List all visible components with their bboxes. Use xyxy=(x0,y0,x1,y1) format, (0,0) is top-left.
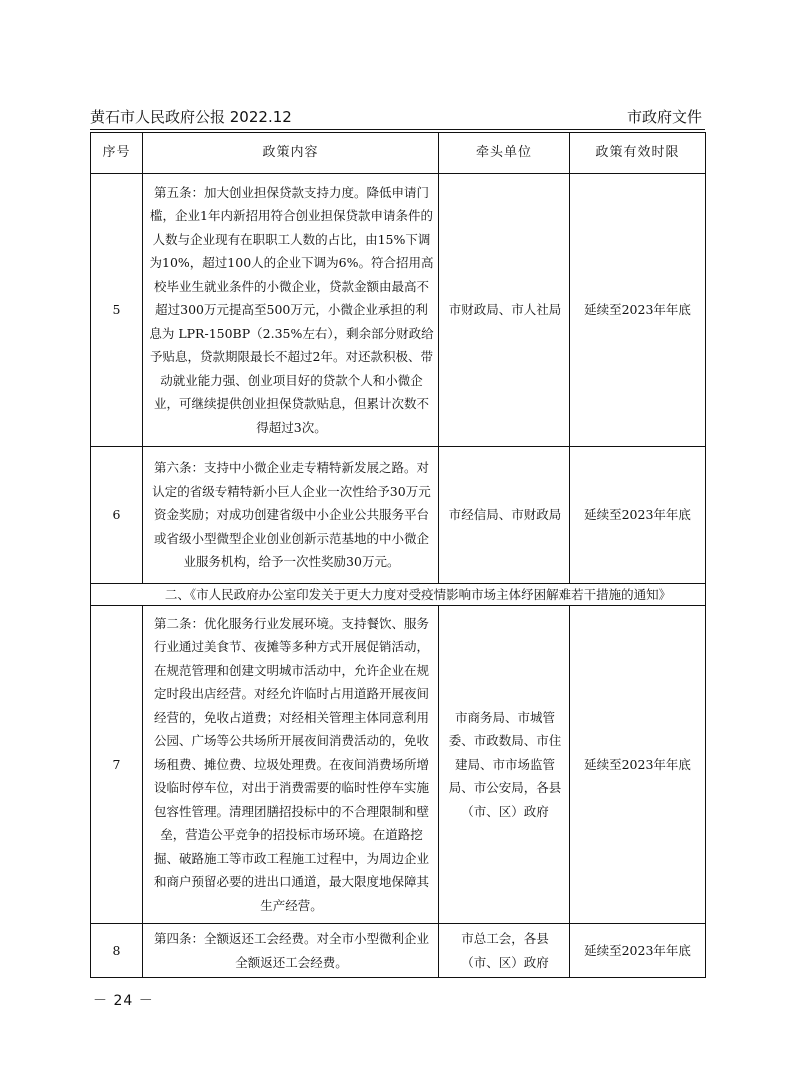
col-header-content: 政策内容 xyxy=(143,133,439,174)
table-row xyxy=(91,447,706,584)
page-header xyxy=(90,104,702,128)
section-row xyxy=(91,584,706,606)
row-number: 7 xyxy=(91,606,143,924)
page-number: － 24 － xyxy=(93,993,154,1009)
validity-period: 延续至2023年年底 xyxy=(570,924,706,978)
lead-unit: 市总工会，各县（市、区）政府 xyxy=(439,924,570,978)
document-category: 市政府文件 xyxy=(626,108,702,126)
policy-content: 第二条：优化服务行业发展环境。支持餐饮、服务行业通过美食节、夜摊等多种方式开展促销活动，在规范管理和创建文明城市活动中，允许企业在规定时段出店经营。对经允许临时占用道路开展夜间经营的，免收占道费；对经相关管理主体同意利用公园、广场等公共场所开展夜间消费活动的，免收场租费、摊位费、垃圾处理费。在夜间消费场所增设临时停车位，对出于消费需要的临时性停车实施包容性管理。清理团膳招投标中的不合理限制和壁垒，营造公平竞争的招投标市场环境。在道路挖掘、破路施工等市政工程施工过程中，为周边企业和商户预留必要的进出口通道，最大限度地保障其生产经营。 xyxy=(143,606,439,924)
validity-period: 延续至2023年年底 xyxy=(570,174,706,447)
bulletin-title: 黄石市人民政府公报 2022.12 xyxy=(90,108,292,126)
policy-content: 第五条：加大创业担保贷款支持力度。降低申请门槛，企业1年内新招用符合创业担保贷款申请条件的人数与企业现有在职职工人数的占比，由15%下调为10%，超过100人的企业下调为6%。符合招用高校毕业生就业条件的小微企业，贷款金额由最高不超过300万元提高至500万元，小微企业承担的利息为 LPR-150BP（2.35%左右），剩余部分财政给予贴息，贷款期限最长不超过2年。对还款积极、带动就业能力强、创业项目好的贷款个人和小微企业，可继续提供创业担保贷款贴息，但累计次数不得超过3次。 xyxy=(143,174,439,447)
table-header-row xyxy=(91,133,706,174)
row-number: 5 xyxy=(91,174,143,447)
row-number: 8 xyxy=(91,924,143,978)
table-row xyxy=(91,606,706,924)
policy-table xyxy=(90,132,706,978)
validity-period: 延续至2023年年底 xyxy=(570,606,706,924)
row-number: 6 xyxy=(91,447,143,584)
col-header-period: 政策有效时限 xyxy=(570,133,706,174)
lead-unit: 市商务局、市城管委、市政数局、市住建局、市市场监管局、市公安局，各县（市、区）政府 xyxy=(439,606,570,924)
policy-content: 第六条：支持中小微企业走专精特新发展之路。对认定的省级专精特新小巨人企业一次性给予30万元资金奖励；对成功创建省级中小企业公共服务平台或省级小型微型企业创业创新示范基地的中小微企业服务机构，给予一次性奖励30万元。 xyxy=(143,447,439,584)
header-rule xyxy=(90,129,705,130)
validity-period: 延续至2023年年底 xyxy=(570,447,706,584)
col-header-no: 序号 xyxy=(91,133,143,174)
col-header-unit: 牵头单位 xyxy=(439,133,570,174)
table-row xyxy=(91,924,706,978)
lead-unit: 市财政局、市人社局 xyxy=(439,174,570,447)
table-row xyxy=(91,174,706,447)
lead-unit: 市经信局、市财政局 xyxy=(439,447,570,584)
section-title: 二、《市人民政府办公室印发关于更大力度对受疫情影响市场主体纾困解难若干措施的通知》 xyxy=(91,584,706,606)
policy-content: 第四条：全额返还工会经费。对全市小型微利企业全额返还工会经费。 xyxy=(143,924,439,978)
